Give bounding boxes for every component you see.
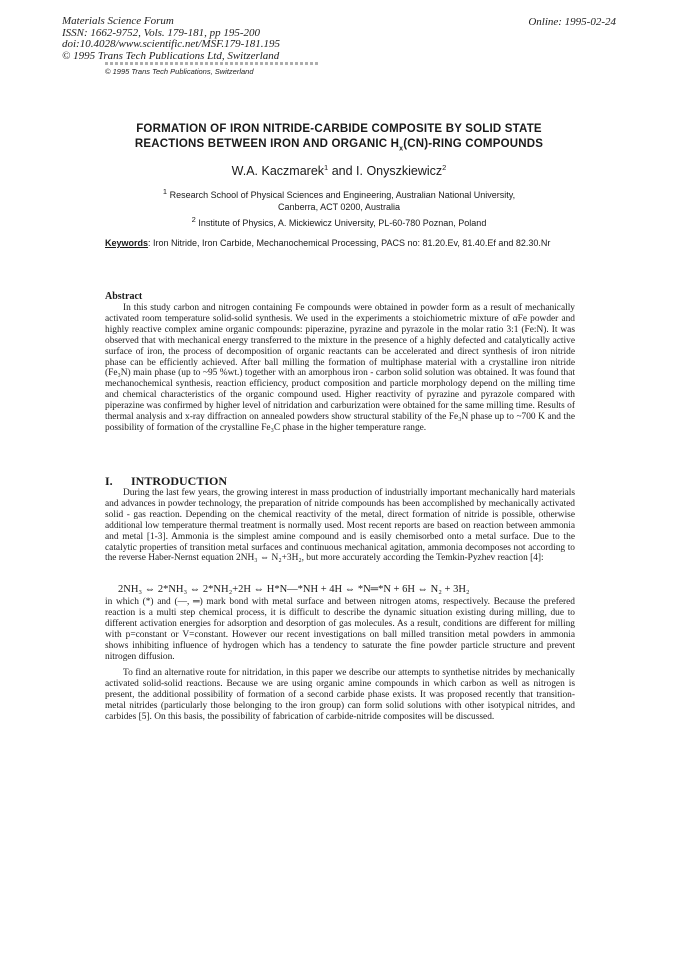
scan-artifact bbox=[105, 62, 320, 65]
issn-line: ISSN: 1662-9752, Vols. 179-181, pp 195-200 bbox=[62, 26, 260, 39]
journal-name: Materials Science Forum bbox=[62, 15, 174, 27]
temkin-pyzhev-equation: 2NH₃ ⇔ 2*NH₃ ⇔ 2*NH₂+2H ⇔ H*N—*NH + 4H ⇔ *N═*N + 6H ⇔ N₂ + 3H₂ bbox=[118, 584, 470, 595]
affiliation-2: $^2$ Institute of Physics, A. Mickiewicz University, PL-60-780 Poznan, Poland bbox=[191, 215, 487, 228]
print-copyright: © 1995 Trans Tech Publications, Switzerland bbox=[105, 67, 254, 76]
author-1: W.A. Kaczmarek bbox=[231, 164, 325, 179]
keywords-label: Keywords bbox=[105, 238, 149, 248]
copyright-line: © 1995 Trans Tech Publications Ltd, Switzerland bbox=[62, 49, 280, 62]
intro-paragraph-1: During the last few years, the growing interest in mass production of industrially important mechanically hard materials and advances in powder technology, the preparation of nitride compounds has been accomplished by mechanically activated solid - gas reaction. Depending on the chemical reactivity of the metal, direct formation of nitride is possible, otherwise additional low temperature thermal treatment is normally used. Most recent reports are based on reaction between ammonia and metal [1-3]. Ammonia is the simplest amine compound and is easily chemisorbed onto a metal surface. Due to the catalytic properties of transition metal surfaces and continuous mechanical agitation, ammonia decomposes not according to the reverse Haber-Nernst equation 2NH₃ ⇔ N₂+3H₂, but more accurately according the Temkin-Pyzhev reaction [4]: bbox=[105, 488, 575, 564]
keywords: Keywords: Iron Nitride, Iron Carbide, Mechanochemical Processing, PACS no: 81.20.Ev, 81.40.Ef and 82.30.Nr bbox=[105, 238, 551, 248]
author-2: I. Onyszkiewicz bbox=[356, 164, 443, 179]
abstract-body: In this study carbon and nitrogen containing Fe compounds were obtained in powder form as a result of mechanically activated room temperature solid-solid synthesis. We used in the experiments a stoichiometric mixture of αFe powder and highly reactive complex amine organic compounds: piperazine, pyrazine and pyrazole in the molar ratio 3:1 (Fe:N). It was observed that with mechanical energy transferred to the mixture in the presence of a highly defected and catalytically active surface of iron, the process of decomposition of organic reactants can be accelerated and direct synthesis of iron nitride phase can be efficiently achieved. After ball milling the formation of multiphase material with a crystalline iron nitride (Fe₃N) main phase (up to ~95 %wt.) together with an amorphous iron - carbon solid solution was obtained. It was found that mechanochemical synthesis, reaction efficiency, product composition and particle morphology depend on the milling time and chemical characteristics of the organic compound used. Higher reactivity of pyrazine and pyrazole compared with piperazine was confirmed by higher level of nitridation and carburization were obtained for the same milling time. Results of thermal analysis and x-ray diffraction on annealed powders show structural stability of the Fe₃N phase up to ~700 K and the possibility of formation of the crystalline Fe₃C phase in the higher temperature range. bbox=[105, 303, 575, 433]
doi-line: doi:10.4028/www.scientific.net/MSF.179-181.195 bbox=[62, 38, 281, 50]
online-date: Online: 1995-02-24 bbox=[528, 16, 616, 28]
title-line-2: REACTIONS BETWEEN IRON AND ORGANIC $H_x(CN)$-RING COMPOUNDS bbox=[134, 138, 544, 153]
section-heading-introduction: I. INTRODUCTION bbox=[105, 474, 228, 488]
author-list: W.A. Kaczmarek$^1$ and I. Onyszkiewicz$^2$ bbox=[231, 163, 447, 179]
paper-title bbox=[85, 122, 593, 156]
title-line-1: FORMATION OF IRON NITRIDE-CARBIDE COMPOSITE BY SOLID STATE bbox=[136, 123, 542, 135]
intro-paragraph-2: in which (*) and (—, ═) mark bond with metal surface and between nitrogen atoms, respectively. Because the prefered reaction is a multi step chemical process, it is difficult to describe the dynamic situation existing during milling, due to different activation energies for adsorption and desorption of gas molecules. As a result, conditions are different for milling with p=constant or V=constant. However our recent investigations on ball milled transition metal powders in ammonia shows inhibiting influence of hydrogen which has a tendency to saturate the fine powder particle structure and prevent nitrogen diffusion. bbox=[105, 597, 575, 662]
affiliation-1: $^1$ Research School of Physical Sciences and Engineering, Australian National University, Canberra, ACT 0200, Australia bbox=[162, 187, 516, 212]
abstract-heading: Abstract bbox=[105, 291, 143, 302]
publication-metadata bbox=[62, 16, 280, 62]
intro-paragraph-3: To find an alternative route for nitridation, in this paper we describe our attempts to synthetise nitrides by mechanically activated solid-solid reactions. Because we are using organic amine compounds in which carbon as well as nitrogen is present, the additional possibility of formation of a second carbide phase exists. It was proposed recently that transition-metal nitrides (particularly those belonging to the iron group) can form solid solutions with other isotypical nitrides, and carbides [5]. On this basis, the possibility of fabrication of carbide-nitride composites will be discussed. bbox=[105, 668, 575, 722]
